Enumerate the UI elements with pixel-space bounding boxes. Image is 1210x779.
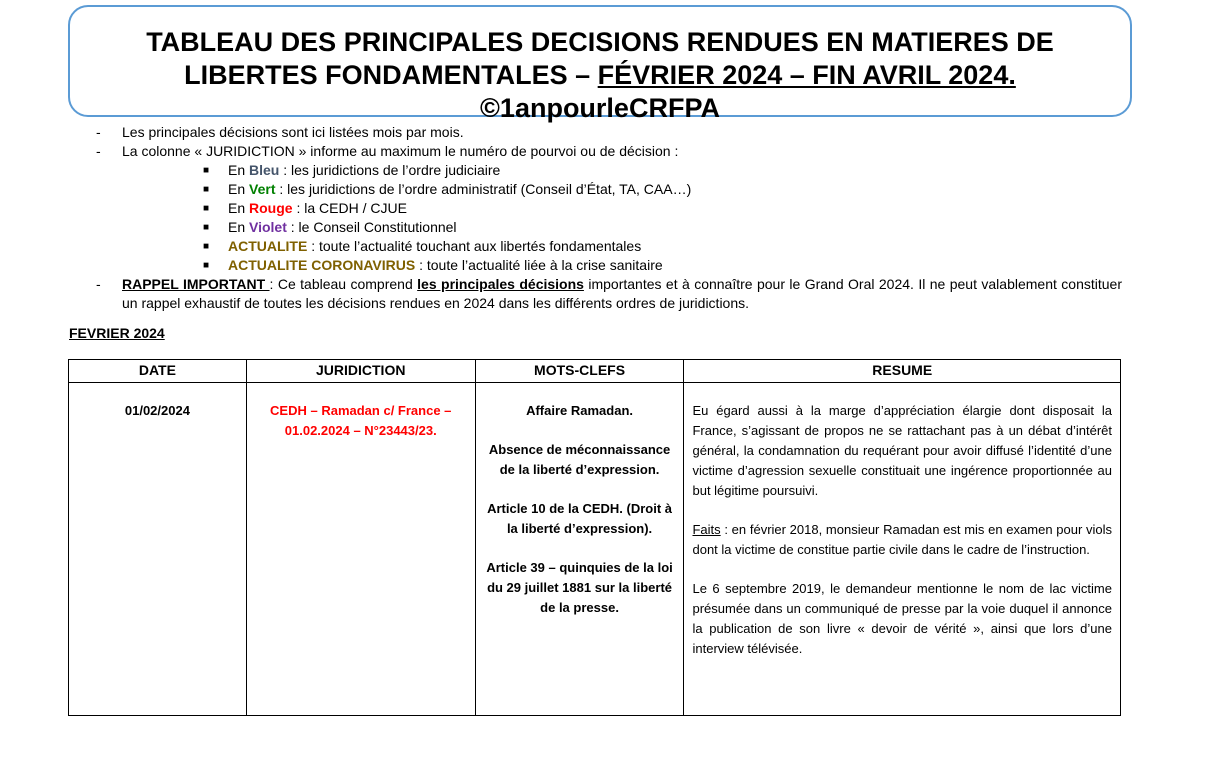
legend-text: : la CEDH / CJUE [292, 200, 407, 216]
legend-item [0, 256, 1210, 275]
square-bullet-icon: ■ [203, 222, 210, 233]
table-row [69, 383, 1121, 716]
legend-item [0, 218, 1210, 237]
square-bullet-icon: ■ [203, 184, 210, 195]
square-bullet-icon: ■ [203, 260, 210, 271]
faits-label: Faits [692, 522, 721, 537]
header-resume: RESUME [684, 360, 1121, 383]
table-header-row [69, 360, 1121, 383]
legend-item [0, 199, 1210, 218]
square-bullet-icon: ■ [203, 165, 210, 176]
legend-key: ACTUALITE CORONAVIRUS [228, 257, 416, 273]
legend-text: : toute l’actualité liée à la crise sanitaire [415, 257, 663, 273]
faits-text: : en février 2018, monsieur Ramadan est mis en examen pour viols dont la victime de constitue partie civile dans le cadre de l’instruction. [692, 522, 1112, 557]
legend-prefix: En [228, 200, 250, 216]
legend-item [0, 161, 1210, 180]
month-heading: FEVRIER 2024 [69, 325, 165, 341]
square-bullet-icon: ■ [203, 203, 210, 214]
rappel-text: : Ce tableau comprend [269, 276, 418, 292]
legend-text: : les juridictions de l’ordre judiciaire [279, 162, 501, 178]
resume-paragraph: Le 6 septembre 2019, le demandeur mentionne le nom de lac victime présumée dans un communiqué de presse par la voie duquel il annonce la publication de son livre « devoir de vérité », ainsi que lors d’une interview télévisée. [692, 581, 1112, 656]
cell-date: 01/02/2024 [69, 383, 247, 716]
title-line-3: ©1anpourleCRFPA [480, 93, 720, 123]
keyword: Article 39 – quinquies de la loi du 29 juillet 1881 sur la liberté de la presse. [486, 560, 673, 615]
title-line-2 [70, 59, 1130, 92]
legend-text: : le Conseil Constitutionnel [286, 219, 457, 235]
title-line-2-prefix: LIBERTES FONDAMENTALES – [184, 60, 598, 90]
legend-text: : toute l’actualité touchant aux libertés fondamentales [307, 238, 642, 254]
resume-faits [692, 520, 1112, 560]
intro-list [0, 123, 1210, 313]
legend-key: Bleu [249, 162, 280, 178]
legend-key: Rouge [249, 200, 293, 216]
legend-key: Violet [249, 219, 287, 235]
keyword: Article 10 de la CEDH. (Droit à la liberté d’expression). [487, 501, 673, 536]
legend-prefix: En [228, 181, 250, 197]
keyword: Affaire Ramadan. [526, 403, 634, 418]
legend-prefix: En [228, 219, 250, 235]
color-legend [0, 161, 1210, 275]
intro-item: - Les principales décisions sont ici listées mois par mois. [96, 124, 464, 140]
header-mots-clefs: MOTS-CLEFS [475, 360, 684, 383]
intro-item-text: Les principales décisions sont ici listées mois par mois. [122, 124, 464, 140]
intro-item-text: La colonne « JURIDICTION » informe au maximum le numéro de pourvoi ou de décision : [122, 143, 679, 159]
intro-item: - La colonne « JURIDICTION » informe au maximum le numéro de pourvoi ou de décision : [96, 143, 679, 159]
legend-key: ACTUALITE [228, 238, 308, 254]
header-juridiction: JURIDICTION [246, 360, 475, 383]
rappel-bold: les principales décisions [417, 276, 584, 292]
cell-resume [684, 383, 1121, 716]
title-period: FÉVRIER 2024 – FIN AVRIL 2024. [597, 60, 1016, 90]
header-date: DATE [69, 360, 247, 383]
rappel-label: RAPPEL IMPORTANT [122, 276, 270, 292]
keyword: Absence de méconnaissance de la liberté d’expression. [488, 442, 671, 477]
cell-mots-clefs [475, 383, 684, 716]
legend-key: Vert [249, 181, 276, 197]
rappel-important: - RAPPEL IMPORTANT : Ce tableau comprend les principales décisions importantes et à connaître pour le Grand Oral 2024. Il ne peut valablement constituer un rappel exhaustif de toutes les décisions rendues en 2024 dans les différents ordres de juridictions. [96, 276, 1122, 311]
rappel-text-2: importantes et à connaître pour le Grand Oral 2024. Il ne peut valablement constituer un rappel exhaustif de toutes les décisions rendues en 2024 dans les différents ordres de juridictions. [122, 276, 1122, 311]
decisions-table [68, 359, 1121, 716]
cell-juridiction: CEDH – Ramadan c/ France – 01.02.2024 – N°23443/23. [246, 383, 475, 716]
document-title [68, 5, 1132, 123]
title-line-1: TABLEAU DES PRINCIPALES DECISIONS RENDUES EN MATIERES DE [146, 27, 1054, 57]
legend-item [0, 237, 1210, 256]
legend-item [0, 180, 1210, 199]
legend-text: : les juridictions de l’ordre administratif (Conseil d’État, TA, CAA…) [275, 181, 692, 197]
square-bullet-icon: ■ [203, 241, 210, 252]
legend-prefix: En [228, 162, 250, 178]
resume-paragraph: Eu égard aussi à la marge d’appréciation élargie dont disposait la France, s’agissant de propos ne se rattachant pas à un débat d’intérêt général, la condamnation du requérant pour avoir diffusé l’identité d’une victime d’agression sexuelle constituait une ingérence proportionnée au but légitime poursuivi. [692, 403, 1112, 498]
